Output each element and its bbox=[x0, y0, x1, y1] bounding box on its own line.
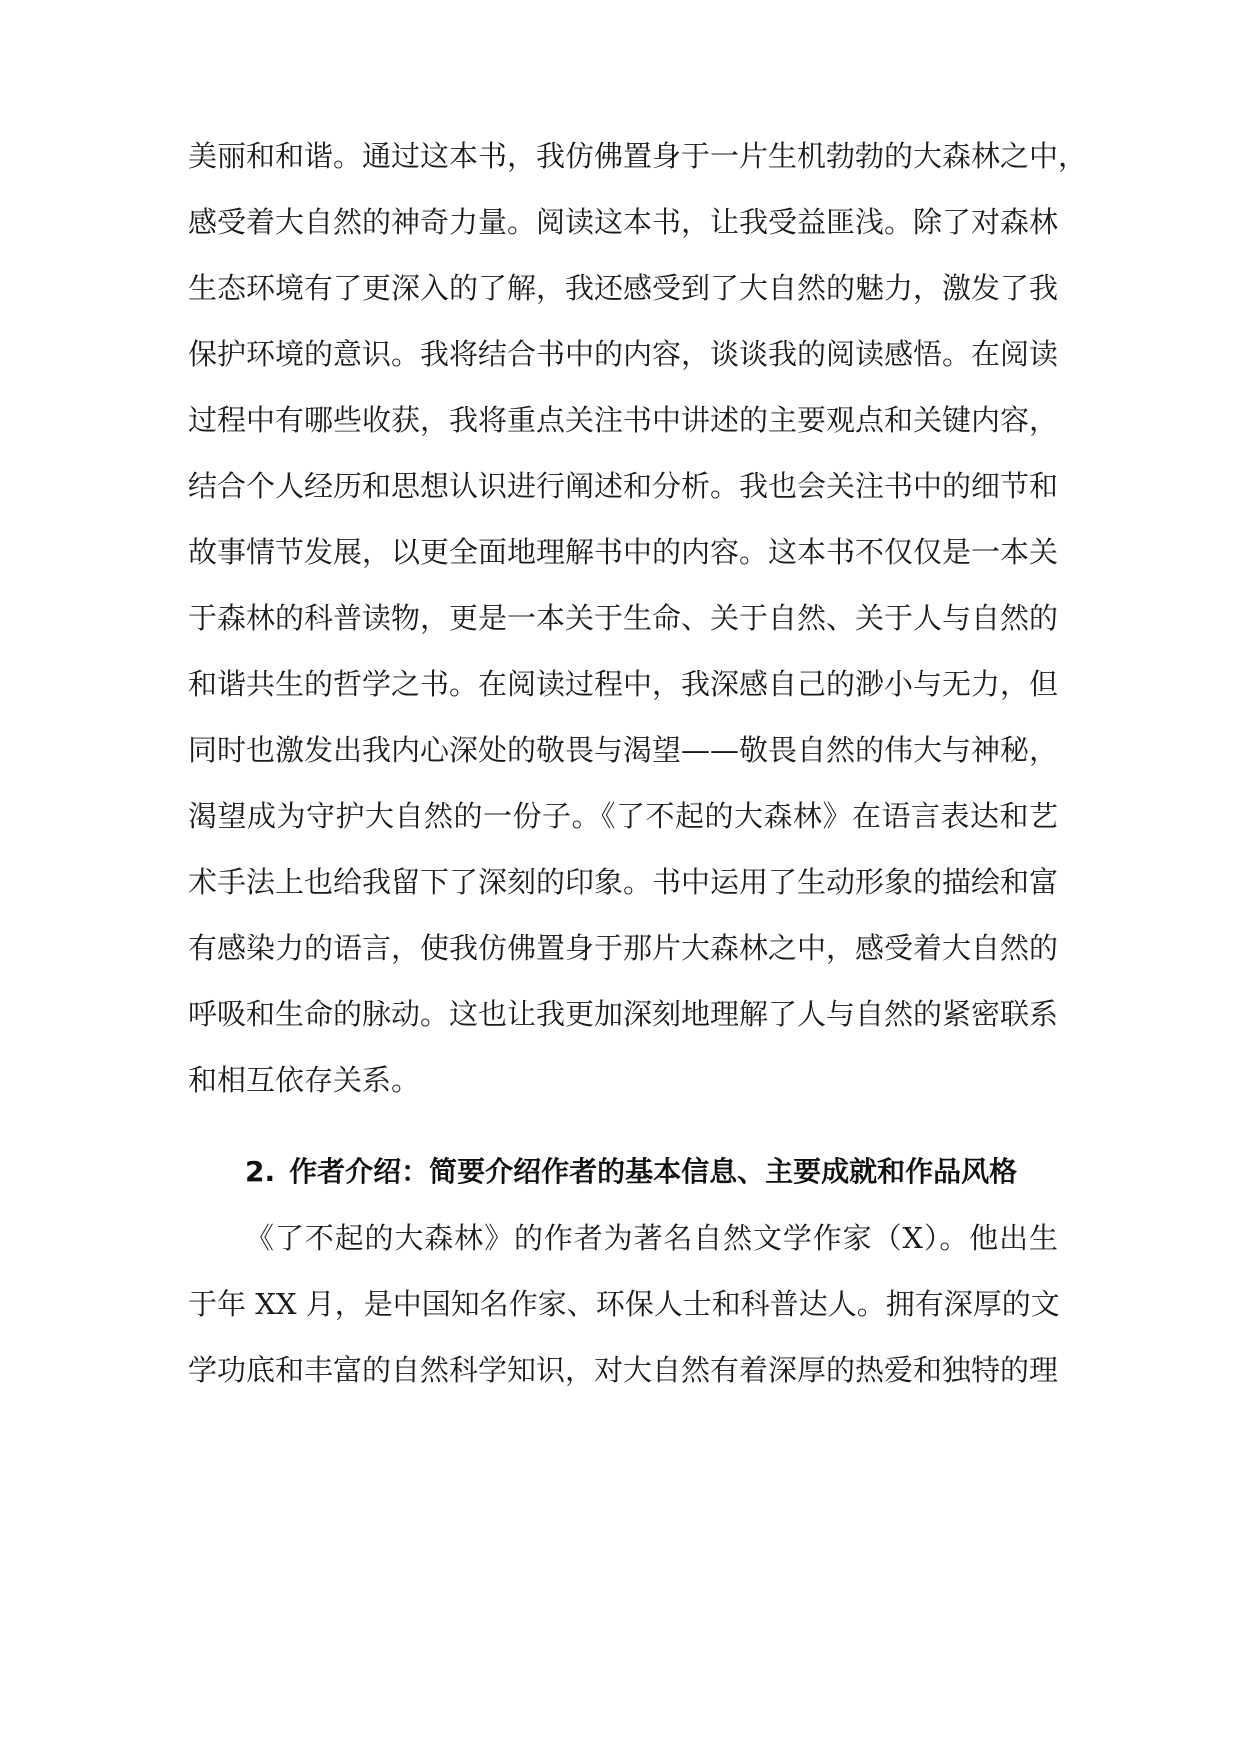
paragraph-line: 《了不起的大森林》的作者为著名自然文学作家（X）。他出生 bbox=[245, 1221, 1058, 1255]
paragraph-line: 于年 XX 月，是中国知名作家、环保人士和科普达人。拥有深厚的文 bbox=[188, 1287, 1060, 1321]
section-number: 2. bbox=[245, 1155, 276, 1188]
paragraph-line: 同时也激发出我内心深处的敬畏与渴望——敬畏自然的伟大与神秘， bbox=[188, 733, 1059, 767]
paragraph-line: 学功底和丰富的自然科学知识，对大自然有着深厚的热爱和独特的理 bbox=[188, 1353, 1059, 1387]
paragraph-line: 故事情节发展，以更全面地理解书中的内容。这本书不仅仅是一本关 bbox=[188, 535, 1059, 569]
paragraph-line: 于森林的科普读物，更是一本关于生命、关于自然、关于人与自然的 bbox=[188, 601, 1059, 635]
paragraph-line: 保护环境的意识。我将结合书中的内容，谈谈我的阅读感悟。在阅读 bbox=[188, 337, 1059, 371]
paragraph-line: 和谐共生的哲学之书。在阅读过程中，我深感自己的渺小与无力，但 bbox=[188, 667, 1059, 701]
paragraph-line: 呼吸和生命的脉动。这也让我更加深刻地理解了人与自然的紧密联系 bbox=[188, 997, 1059, 1031]
section-title: 作者介绍：简要介绍作者的基本信息、主要成就和作品风格 bbox=[289, 1155, 1018, 1188]
paragraph-line: 过程中有哪些收获，我将重点关注书中讲述的主要观点和关键内容， bbox=[188, 403, 1059, 437]
paragraph-line: 结合个人经历和思想认识进行阐述和分析。我也会关注书中的细节和 bbox=[188, 469, 1059, 503]
paragraph-line: 美丽和和谐。通过这本书，我仿佛置身于一片生机勃勃的大森林之中， bbox=[188, 139, 1088, 173]
paragraph-line: 术手法上也给我留下了深刻的印象。书中运用了生动形象的描绘和富 bbox=[188, 865, 1059, 899]
paragraph-line: 有感染力的语言，使我仿佛置身于那片大森林之中，感受着大自然的 bbox=[188, 931, 1059, 965]
paragraph-line: 渴望成为守护大自然的一份子。《了不起的大森林》在语言表达和艺 bbox=[188, 799, 1058, 833]
paragraph-line: 生态环境有了更深入的了解，我还感受到了大自然的魅力，激发了我 bbox=[188, 271, 1059, 305]
paragraph-line: 和相互依存关系。 bbox=[188, 1063, 421, 1097]
paragraph-line: 感受着大自然的神奇力量。阅读这本书，让我受益匪浅。除了对森林 bbox=[188, 205, 1059, 239]
section-heading bbox=[245, 1152, 1058, 1192]
